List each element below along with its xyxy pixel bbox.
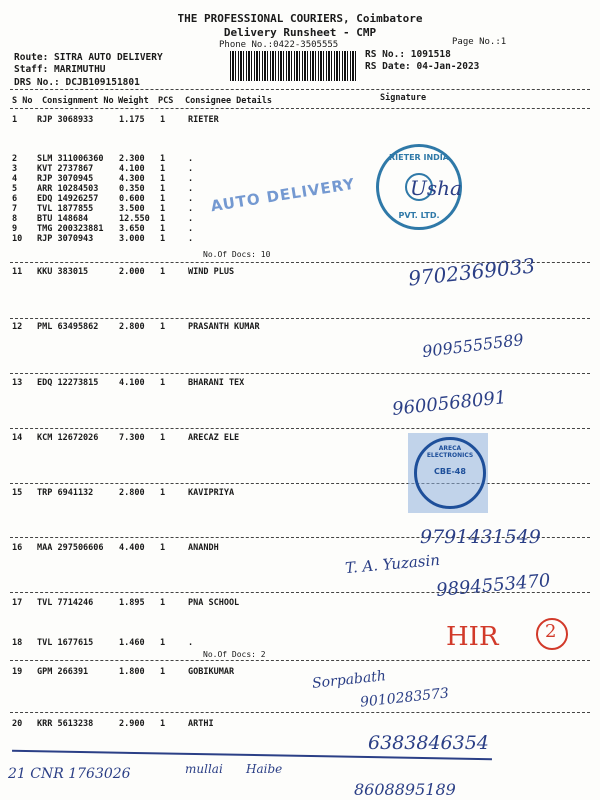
row-consignee: . [188,214,194,224]
row-consignee: . [188,234,194,244]
company-name: THE PROFESSIONAL COURIERS, Coimbatore [177,12,423,25]
row-consignee: . [188,184,194,194]
areca-seal-code: CBE-48 [434,467,466,476]
row-pcs: 1 [160,322,166,332]
page-number: Page No.:1 [452,37,507,47]
drs-number: DRS No.: DCJB109151801 [14,77,140,88]
row-consignment: KRR 5613238 [37,719,94,729]
signature-row-20: 6383846354 [368,732,489,754]
divider [10,712,590,713]
row-sno: 5 [12,184,18,194]
row-pcs: 1 [160,214,166,224]
row-weight: 2.300 [119,154,145,164]
route: Route: SITRA AUTO DELIVERY [14,52,163,63]
row-weight: 7.300 [119,433,145,443]
row-consignee: . [188,204,194,214]
row-consignment: RJP 3070943 [37,234,94,244]
row-pcs: 1 [160,154,166,164]
signature-row-19-phone: 9010283573 [359,685,450,711]
row-sno: 20 [12,719,23,729]
signature-row-19-name: Sorpabath [311,668,387,692]
row-weight: 2.800 [119,488,145,498]
row-weight: 1.895 [119,598,145,608]
row-weight: 3.000 [119,234,145,244]
row-consignee: PRASANTH KUMAR [188,322,260,332]
row-consignment: TVL 1877855 [37,204,94,214]
row-sno: 10 [12,234,23,244]
row-weight: 4.100 [119,164,145,174]
row-sno: 15 [12,488,23,498]
row-weight: 0.600 [119,194,145,204]
row-consignment: MAA 297506606 [37,543,104,553]
row-weight: 4.300 [119,174,145,184]
row-weight: 0.350 [119,184,145,194]
col-consignee: Consignee Details [185,96,272,106]
row-sno: 1 [12,115,18,125]
row-consignment: ARR 10284503 [37,184,99,194]
row-pcs: 1 [160,719,166,729]
row-sno: 19 [12,667,23,677]
row-sno: 3 [12,164,18,174]
hir-number: 2 [545,621,557,642]
col-pcs: PCS [158,96,174,106]
handwritten-name-2: Haibe [246,762,283,776]
handwritten-row-21: 21 CNR 1763026 [8,766,131,782]
row-consignee: KAVIPRIYA [188,488,235,498]
row-weight: 1.800 [119,667,145,677]
signature-row-11: 9702369033 [407,253,537,291]
row-consignment: PML 63495862 [37,322,99,332]
divider [10,660,590,661]
seal-text-bottom: PVT. LTD. [398,211,440,220]
divider [10,89,590,90]
hir-mark: HIR [446,622,499,652]
col-signature: Signature [380,93,427,103]
row-consignee: ANANDH [188,543,219,553]
divider [10,483,590,484]
row-consignment: TVL 1677615 [37,638,94,648]
row-consignee: . [188,194,194,204]
row-consignee: . [188,154,194,164]
row-consignment: BTU 148684 [37,214,89,224]
signature-row-12: 9095555589 [421,329,525,362]
handwritten-phone-bottom: 8608895189 [354,780,456,799]
row-sno: 11 [12,267,23,277]
row-pcs: 1 [160,488,166,498]
row-pcs: 1 [160,184,166,194]
row-sno: 4 [12,174,18,184]
row-weight: 2.800 [119,322,145,332]
areca-seal-text: ARECA ELECTRONICS [426,445,474,459]
row-pcs: 1 [160,204,166,214]
row-weight: 2.900 [119,719,145,729]
row-weight: 4.100 [119,378,145,388]
phone-number: Phone No.:0422-3505555 [219,40,339,50]
row-weight: 3.650 [119,224,145,234]
signature-row-16-phone: 9894553470 [435,570,552,601]
col-weight: Weight [118,96,149,106]
row-sno: 8 [12,214,18,224]
row-pcs: 1 [160,598,166,608]
row-consignment: TMG 200323881 [37,224,104,234]
row-pcs: 1 [160,224,166,234]
row-consignee: WIND PLUS [188,267,235,277]
seal-text-top: RIETER INDIA [389,153,449,162]
row-consignment: TVL 7714246 [37,598,94,608]
row-sno: 16 [12,543,23,553]
divider [10,108,590,109]
signature-row-16-name: T. A. Yuzasin [344,550,441,578]
signature-row-15: 9791431549 [420,526,541,548]
row-consignment: RJP 3070945 [37,174,94,184]
row-weight: 2.000 [119,267,145,277]
rs-number: RS No.: 1091518 [365,49,451,60]
col-consignment: Consignment No [42,96,114,106]
row-consignee: ARECAZ ELE [188,433,240,443]
row-sno: 2 [12,154,18,164]
row-weight: 3.500 [119,204,145,214]
row-pcs: 1 [160,267,166,277]
row-consignee: . [188,224,194,234]
row-pcs: 1 [160,543,166,553]
row-pcs: 1 [160,194,166,204]
row-sno: 6 [12,194,18,204]
row-consignment: KVT 2737867 [37,164,94,174]
row-consignee: GOBIKUMAR [188,667,235,677]
row-sno: 17 [12,598,23,608]
row-pcs: 1 [160,164,166,174]
row-sno: 13 [12,378,23,388]
row-consignment: RJP 3068933 [37,115,94,125]
row-pcs: 1 [160,638,166,648]
row-consignment: GPM 266391 [37,667,89,677]
row-pcs: 1 [160,378,166,388]
staff: Staff: MARIMUTHU [14,64,106,75]
divider [10,318,590,319]
row-consignee: PNA SCHOOL [188,598,240,608]
areca-company-seal [414,437,486,509]
row-sno: 7 [12,204,18,214]
row-consignment: SLM 311006360 [37,154,104,164]
row-consignee: . [188,174,194,184]
row-pcs: 1 [160,115,166,125]
rs-date: RS Date: 04-Jan-2023 [365,61,480,72]
row-pcs: 1 [160,433,166,443]
row-consignment: EDQ 14926257 [37,194,99,204]
col-sno: S No [12,96,33,106]
docs-count-2: No.Of Docs: 2 [203,650,266,659]
row-consignment: KKU 383015 [37,267,89,277]
row-consignee: . [188,164,194,174]
runsheet-title: Delivery Runsheet - CMP [223,26,377,39]
barcode [230,51,358,81]
row-pcs: 1 [160,174,166,184]
row-consignee: RIETER [188,115,219,125]
row-weight: 12.550 [119,214,150,224]
divider [10,428,590,429]
divider [10,373,590,374]
row-consignee: ARTHI [188,719,214,729]
row-pcs: 1 [160,234,166,244]
signature-row-13: 9600568091 [391,387,508,420]
docs-count-1: No.Of Docs: 10 [203,250,271,259]
handwritten-name-1: mullai [185,762,223,776]
row-weight: 4.400 [119,543,145,553]
row-consignee: . [188,638,194,648]
hir-circle [536,618,568,650]
row-consignee: BHARANI TEX [188,378,245,388]
row-weight: 1.460 [119,638,145,648]
row-sno: 9 [12,224,18,234]
signature-row-1: Usha [410,176,462,200]
row-consignment: TRP 6941132 [37,488,94,498]
row-consignment: EDQ 12273815 [37,378,99,388]
row-sno: 14 [12,433,23,443]
row-weight: 1.175 [119,115,145,125]
row-consignment: KCM 12672026 [37,433,99,443]
row-sno: 12 [12,322,23,332]
row-sno: 18 [12,638,23,648]
row-pcs: 1 [160,667,166,677]
auto-delivery-stamp: AUTO DELIVERY [209,174,357,216]
